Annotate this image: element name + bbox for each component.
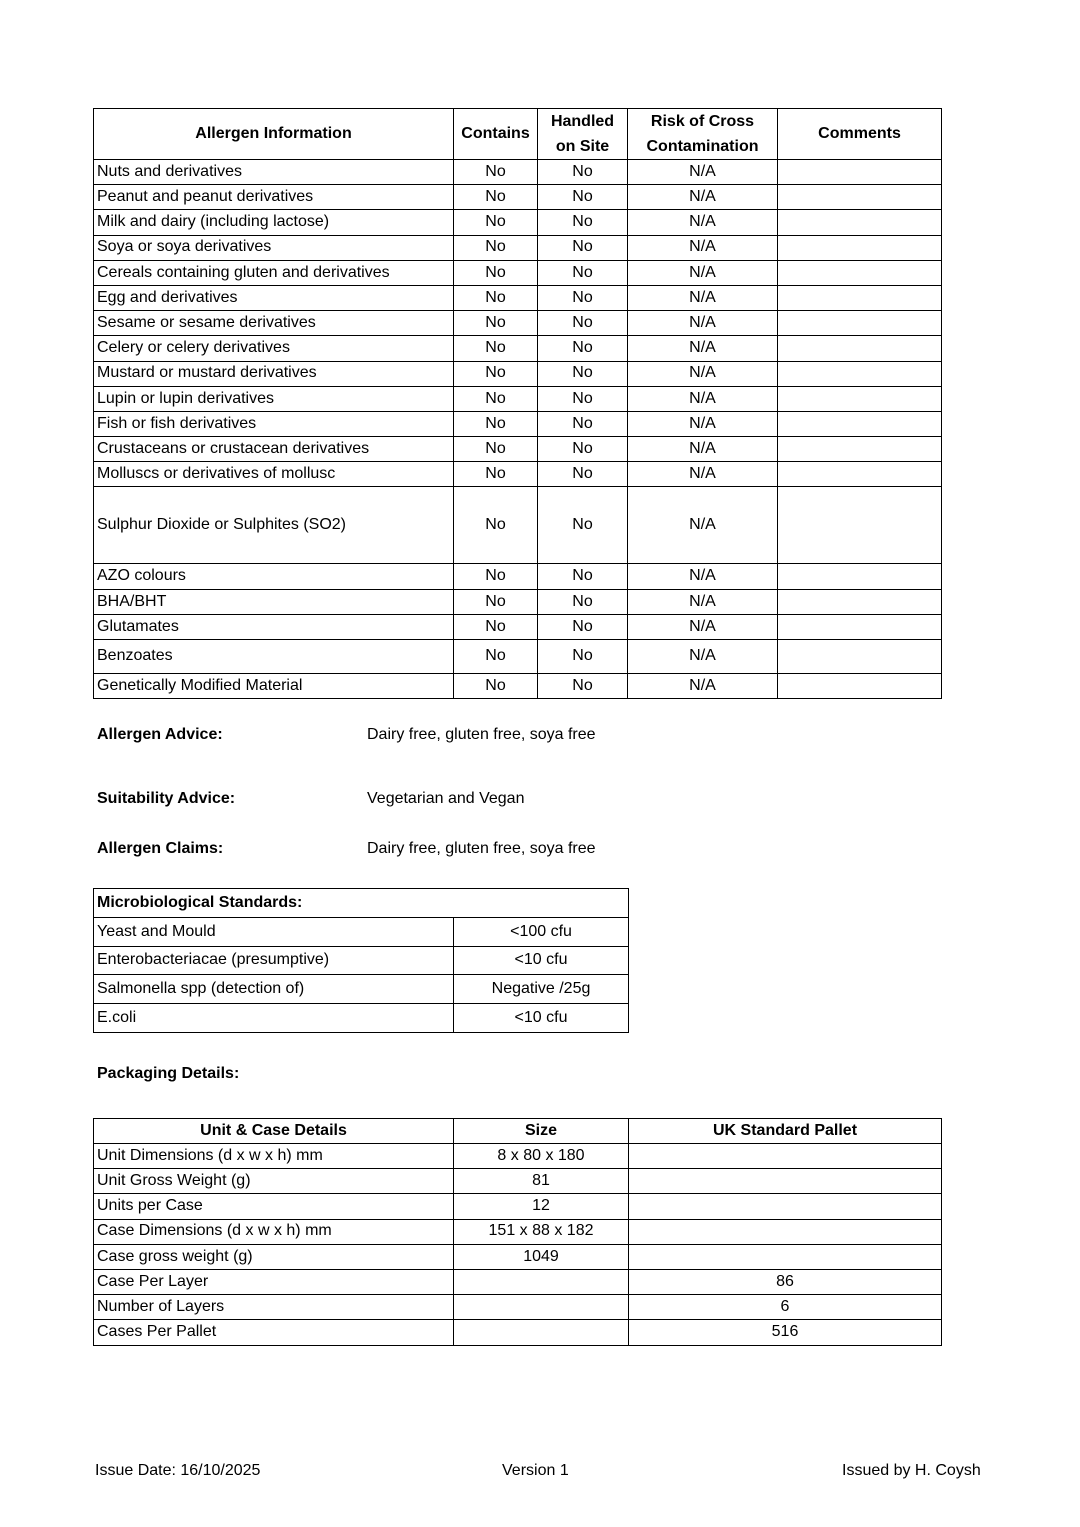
allergen-name: Cereals containing gluten and derivatives bbox=[94, 260, 454, 285]
allergen-name: Lupin or lupin derivatives bbox=[94, 386, 454, 411]
risk-value: N/A bbox=[628, 260, 778, 285]
header-unit-case: Unit & Case Details bbox=[94, 1119, 454, 1144]
contains-value: No bbox=[454, 437, 538, 462]
pack-name: Case gross weight (g) bbox=[94, 1244, 454, 1269]
micro-value: <100 cfu bbox=[454, 918, 629, 947]
allergen-name: Soya or soya derivatives bbox=[94, 235, 454, 260]
contains-value: No bbox=[454, 386, 538, 411]
allergen-name: Sulphur Dioxide or Sulphites (SO2) bbox=[94, 487, 454, 564]
comments-value bbox=[778, 311, 942, 336]
comments-value bbox=[778, 462, 942, 487]
issue-date: Issue Date: 16/10/2025 bbox=[95, 1462, 261, 1479]
micro-value: <10 cfu bbox=[454, 946, 629, 975]
table-row bbox=[94, 1295, 942, 1320]
pack-name: Cases Per Pallet bbox=[94, 1320, 454, 1345]
table-row bbox=[94, 918, 629, 947]
risk-value: N/A bbox=[628, 589, 778, 614]
comments-value bbox=[778, 640, 942, 674]
comments-value bbox=[778, 674, 942, 699]
allergen-claims-value: Dairy free, gluten free, soya free bbox=[367, 840, 596, 857]
handled-value: No bbox=[538, 614, 628, 639]
allergen-name: Sesame or sesame derivatives bbox=[94, 311, 454, 336]
risk-value: N/A bbox=[628, 462, 778, 487]
comments-value bbox=[778, 361, 942, 386]
table-row bbox=[94, 235, 942, 260]
contains-value: No bbox=[454, 160, 538, 185]
comments-value bbox=[778, 411, 942, 436]
table-row bbox=[94, 975, 629, 1004]
table-row bbox=[94, 1244, 942, 1269]
handled-value: No bbox=[538, 260, 628, 285]
header-handled: Handled on Site bbox=[538, 109, 628, 160]
pack-name: Unit Gross Weight (g) bbox=[94, 1169, 454, 1194]
comments-value bbox=[778, 437, 942, 462]
table-row bbox=[94, 462, 942, 487]
contains-value: No bbox=[454, 235, 538, 260]
allergen-name: Crustaceans or crustacean derivatives bbox=[94, 437, 454, 462]
allergen-advice-value: Dairy free, gluten free, soya free bbox=[367, 726, 596, 743]
table-row bbox=[94, 674, 942, 699]
table-row bbox=[94, 640, 942, 674]
handled-value: No bbox=[538, 386, 628, 411]
pack-name: Number of Layers bbox=[94, 1295, 454, 1320]
risk-value: N/A bbox=[628, 640, 778, 674]
comments-value bbox=[778, 210, 942, 235]
pack-size: 151 x 88 x 182 bbox=[454, 1219, 629, 1244]
comments-value bbox=[778, 185, 942, 210]
table-row bbox=[94, 285, 942, 310]
risk-value: N/A bbox=[628, 614, 778, 639]
pack-size: 8 x 80 x 180 bbox=[454, 1144, 629, 1169]
comments-value bbox=[778, 160, 942, 185]
comments-value bbox=[778, 614, 942, 639]
risk-value: N/A bbox=[628, 487, 778, 564]
header-pallet: UK Standard Pallet bbox=[629, 1119, 942, 1144]
contains-value: No bbox=[454, 210, 538, 235]
table-row bbox=[94, 160, 942, 185]
table-row bbox=[94, 1004, 629, 1033]
table-row bbox=[94, 437, 942, 462]
contains-value: No bbox=[454, 674, 538, 699]
handled-value: No bbox=[538, 487, 628, 564]
contains-value: No bbox=[454, 640, 538, 674]
allergen-name: Mustard or mustard derivatives bbox=[94, 361, 454, 386]
table-row bbox=[94, 361, 942, 386]
pack-name: Unit Dimensions (d x w x h) mm bbox=[94, 1144, 454, 1169]
pack-pallet: 6 bbox=[629, 1295, 942, 1320]
pack-name: Case Per Layer bbox=[94, 1269, 454, 1294]
pack-name: Case Dimensions (d x w x h) mm bbox=[94, 1219, 454, 1244]
contains-value: No bbox=[454, 614, 538, 639]
pack-size: 1049 bbox=[454, 1244, 629, 1269]
handled-value: No bbox=[538, 640, 628, 674]
table-row bbox=[94, 1144, 942, 1169]
suitability-advice-value: Vegetarian and Vegan bbox=[367, 790, 525, 807]
allergen-name: BHA/BHT bbox=[94, 589, 454, 614]
allergen-name: Egg and derivatives bbox=[94, 285, 454, 310]
table-row bbox=[94, 614, 942, 639]
comments-value bbox=[778, 589, 942, 614]
handled-value: No bbox=[538, 674, 628, 699]
allergen-name: Peanut and peanut derivatives bbox=[94, 185, 454, 210]
allergen-table bbox=[93, 108, 942, 699]
table-row bbox=[94, 946, 629, 975]
risk-value: N/A bbox=[628, 564, 778, 589]
table-row bbox=[94, 1169, 942, 1194]
allergen-name: Celery or celery derivatives bbox=[94, 336, 454, 361]
header-allergen-info: Allergen Information bbox=[94, 109, 454, 160]
table-row bbox=[94, 1219, 942, 1244]
pack-pallet bbox=[629, 1244, 942, 1269]
table-row bbox=[94, 336, 942, 361]
risk-value: N/A bbox=[628, 437, 778, 462]
table-row bbox=[94, 589, 942, 614]
handled-value: No bbox=[538, 311, 628, 336]
micro-value: <10 cfu bbox=[454, 1004, 629, 1033]
risk-value: N/A bbox=[628, 386, 778, 411]
header-comments: Comments bbox=[778, 109, 942, 160]
table-row bbox=[94, 260, 942, 285]
contains-value: No bbox=[454, 589, 538, 614]
handled-value: No bbox=[538, 235, 628, 260]
risk-value: N/A bbox=[628, 411, 778, 436]
handled-value: No bbox=[538, 564, 628, 589]
comments-value bbox=[778, 386, 942, 411]
contains-value: No bbox=[454, 487, 538, 564]
pack-size bbox=[454, 1320, 629, 1345]
risk-value: N/A bbox=[628, 361, 778, 386]
comments-value bbox=[778, 336, 942, 361]
risk-value: N/A bbox=[628, 285, 778, 310]
contains-value: No bbox=[454, 311, 538, 336]
risk-value: N/A bbox=[628, 674, 778, 699]
table-row bbox=[94, 1269, 942, 1294]
pack-size: 81 bbox=[454, 1169, 629, 1194]
comments-value bbox=[778, 564, 942, 589]
pack-size: 12 bbox=[454, 1194, 629, 1219]
handled-value: No bbox=[538, 160, 628, 185]
pack-size bbox=[454, 1295, 629, 1320]
risk-value: N/A bbox=[628, 336, 778, 361]
comments-value bbox=[778, 260, 942, 285]
table-row bbox=[94, 564, 942, 589]
micro-name: Salmonella spp (detection of) bbox=[94, 975, 454, 1004]
contains-value: No bbox=[454, 564, 538, 589]
risk-value: N/A bbox=[628, 160, 778, 185]
handled-value: No bbox=[538, 361, 628, 386]
allergen-header-row bbox=[94, 109, 942, 160]
table-row bbox=[94, 185, 942, 210]
handled-value: No bbox=[538, 437, 628, 462]
risk-value: N/A bbox=[628, 185, 778, 210]
pack-pallet: 86 bbox=[629, 1269, 942, 1294]
packaging-table bbox=[93, 1118, 942, 1346]
risk-value: N/A bbox=[628, 210, 778, 235]
contains-value: No bbox=[454, 185, 538, 210]
contains-value: No bbox=[454, 361, 538, 386]
allergen-name: Molluscs or derivatives of mollusc bbox=[94, 462, 454, 487]
allergen-claims-label: Allergen Claims: bbox=[97, 840, 224, 857]
table-row bbox=[94, 1194, 942, 1219]
microbiological-table bbox=[93, 888, 629, 1033]
allergen-name: Fish or fish derivatives bbox=[94, 411, 454, 436]
pack-size bbox=[454, 1269, 629, 1294]
risk-value: N/A bbox=[628, 235, 778, 260]
micro-name: Yeast and Mould bbox=[94, 918, 454, 947]
allergen-name: Nuts and derivatives bbox=[94, 160, 454, 185]
packaging-title: Packaging Details: bbox=[97, 1065, 240, 1082]
contains-value: No bbox=[454, 411, 538, 436]
micro-name: E.coli bbox=[94, 1004, 454, 1033]
pack-pallet bbox=[629, 1194, 942, 1219]
header-risk: Risk of Cross Contamination bbox=[628, 109, 778, 160]
handled-value: No bbox=[538, 185, 628, 210]
contains-value: No bbox=[454, 462, 538, 487]
handled-value: No bbox=[538, 462, 628, 487]
header-size: Size bbox=[454, 1119, 629, 1144]
pack-name: Units per Case bbox=[94, 1194, 454, 1219]
pack-pallet: 516 bbox=[629, 1320, 942, 1345]
allergen-name: AZO colours bbox=[94, 564, 454, 589]
allergen-name: Glutamates bbox=[94, 614, 454, 639]
table-row bbox=[94, 311, 942, 336]
header-contains: Contains bbox=[454, 109, 538, 160]
pack-pallet bbox=[629, 1144, 942, 1169]
micro-name: Enterobacteriacae (presumptive) bbox=[94, 946, 454, 975]
micro-value: Negative /25g bbox=[454, 975, 629, 1004]
contains-value: No bbox=[454, 285, 538, 310]
suitability-advice-label: Suitability Advice: bbox=[97, 790, 236, 807]
handled-value: No bbox=[538, 285, 628, 310]
handled-value: No bbox=[538, 589, 628, 614]
allergen-name: Benzoates bbox=[94, 640, 454, 674]
table-row bbox=[94, 1320, 942, 1345]
table-row bbox=[94, 210, 942, 235]
table-row bbox=[94, 487, 942, 564]
comments-value bbox=[778, 285, 942, 310]
allergen-name: Milk and dairy (including lactose) bbox=[94, 210, 454, 235]
risk-value: N/A bbox=[628, 311, 778, 336]
comments-value bbox=[778, 487, 942, 564]
issued-by: Issued by H. Coysh bbox=[842, 1462, 981, 1479]
handled-value: No bbox=[538, 336, 628, 361]
contains-value: No bbox=[454, 336, 538, 361]
allergen-name: Genetically Modified Material bbox=[94, 674, 454, 699]
allergen-advice-label: Allergen Advice: bbox=[97, 726, 223, 743]
table-row bbox=[94, 411, 942, 436]
handled-value: No bbox=[538, 210, 628, 235]
pack-pallet bbox=[629, 1219, 942, 1244]
contains-value: No bbox=[454, 260, 538, 285]
handled-value: No bbox=[538, 411, 628, 436]
version: Version 1 bbox=[502, 1462, 569, 1479]
comments-value bbox=[778, 235, 942, 260]
table-row bbox=[94, 386, 942, 411]
micro-title: Microbiological Standards: bbox=[94, 889, 629, 918]
pack-pallet bbox=[629, 1169, 942, 1194]
